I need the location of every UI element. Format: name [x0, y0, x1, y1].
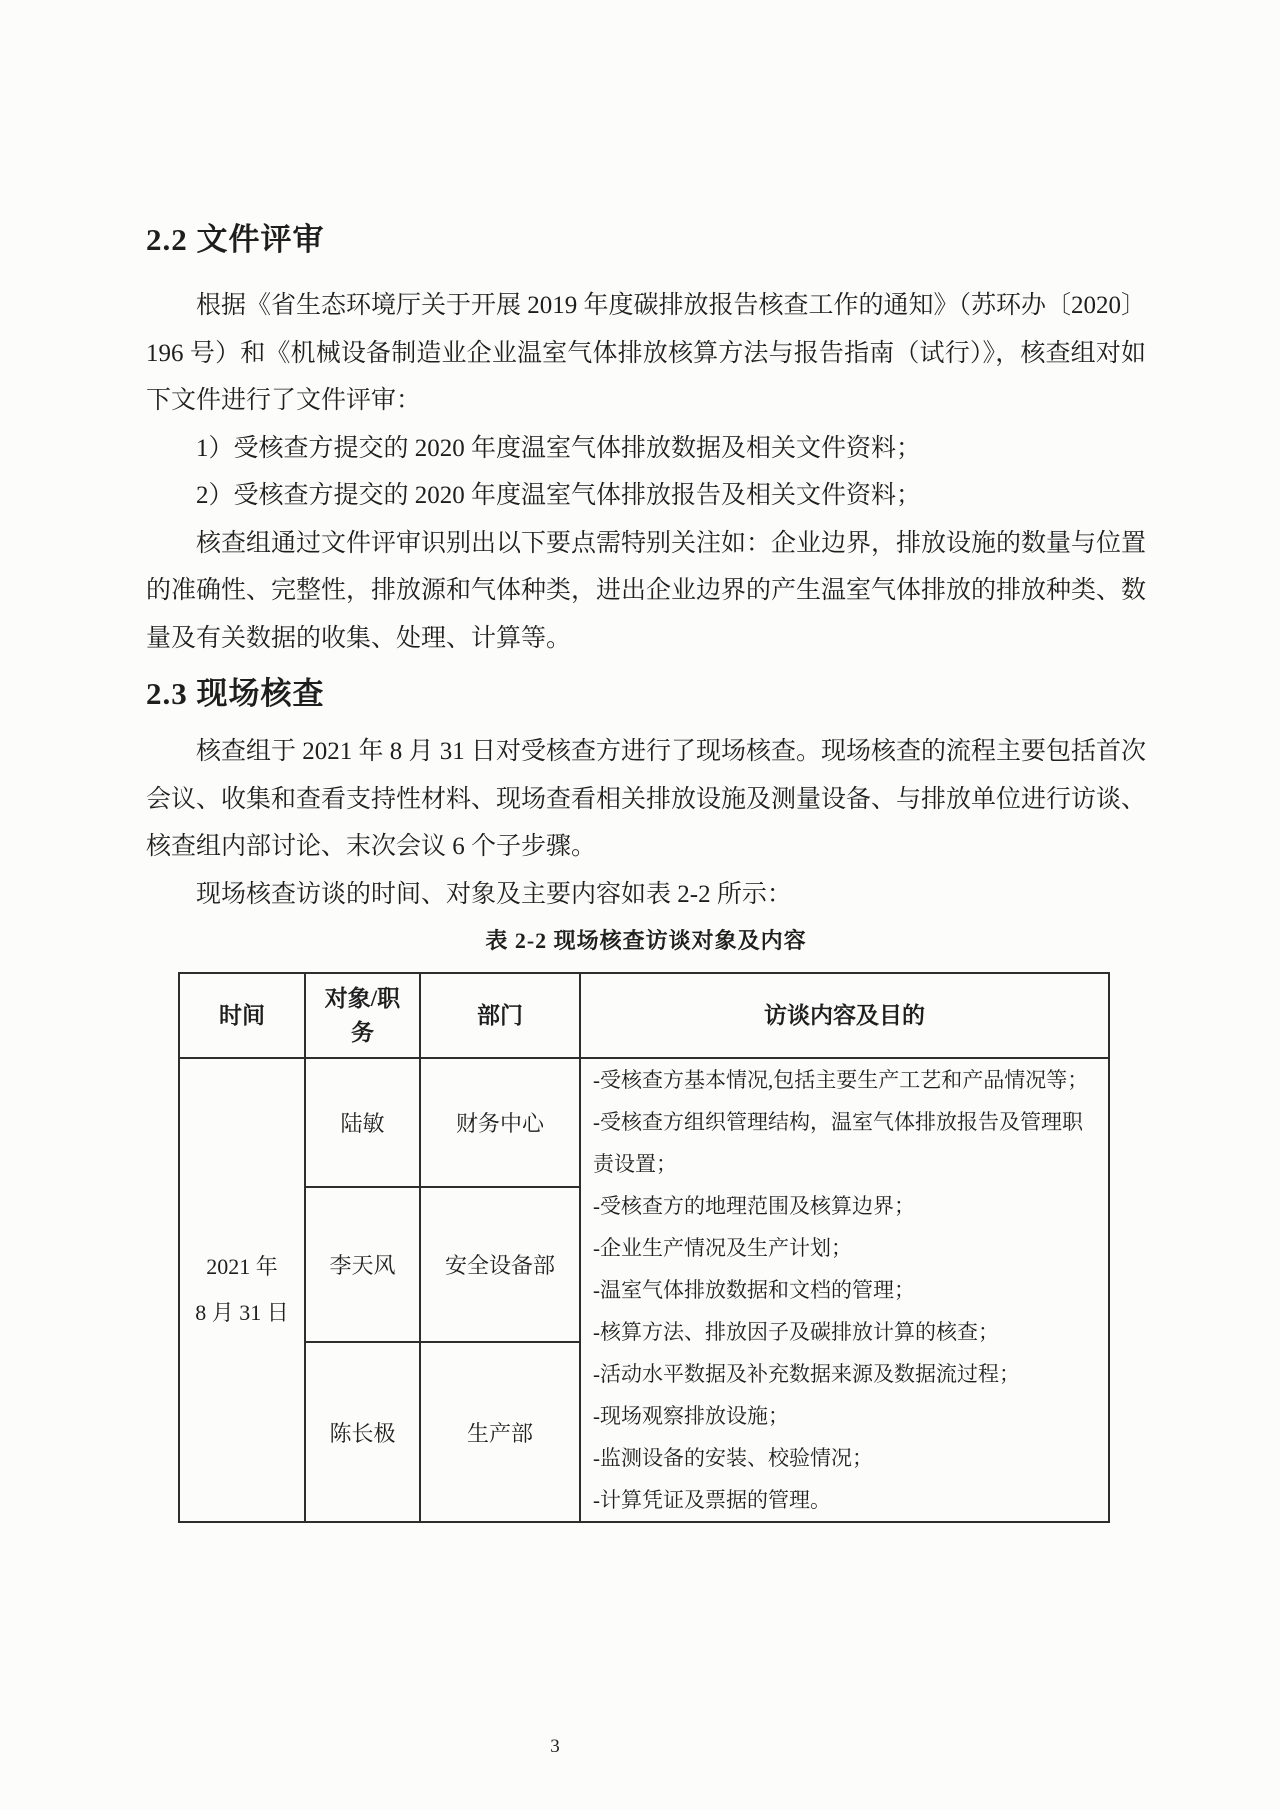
paragraph-review-focus: 核查组通过文件评审识别出以下要点需特别关注如：企业边界，排放设施的数量与位置的准确性、完整性，排放源和气体种类，进出企业边界的产生温室气体排放的排放种类、数量及有关数据的收集、处理、计算等。 [146, 529, 1147, 652]
content-line: -受核查方组织管理结构，温室气体排放报告及管理职责设置； [593, 1110, 1083, 1176]
content-line: -企业生产情况及生产计划； [593, 1236, 852, 1260]
header-time: 时间 [179, 973, 305, 1058]
cell-person: 陈长极 [305, 1342, 420, 1522]
cell-department: 安全设备部 [420, 1187, 580, 1342]
page-number: 3 [550, 1736, 560, 1757]
header-department: 部门 [420, 973, 580, 1058]
section-heading-2-2: 2.2 文件评审 [146, 222, 325, 257]
cell-time [179, 1058, 305, 1522]
table-row [179, 1058, 1109, 1187]
page-content [146, 0, 1146, 1523]
cell-department: 生产部 [420, 1342, 580, 1522]
content-line: -受核查方基本情况,包括主要生产工艺和产品情况等； [593, 1068, 1089, 1092]
section-heading-2-3: 2.3 现场核查 [146, 676, 325, 711]
header-person: 对象/职务 [305, 973, 420, 1058]
table-header-row [179, 973, 1109, 1058]
content-line: -温室气体排放数据和文档的管理； [593, 1278, 915, 1302]
content-line: -现场观察排放设施； [593, 1404, 789, 1428]
cell-person: 陆敏 [305, 1058, 420, 1187]
table-caption: 表 2-2 现场核查访谈对象及内容 [485, 928, 807, 953]
content-line: -计算凭证及票据的管理。 [593, 1488, 831, 1512]
interview-table [178, 972, 1110, 1523]
cell-interview-content [580, 1058, 1109, 1522]
cell-person: 李天风 [305, 1187, 420, 1342]
list-item-emission-report: 2）受核查方提交的 2020 年度温室气体排放报告及相关文件资料； [196, 482, 922, 509]
paragraph-onsite-verification: 核查组于 2021 年 8 月 31 日对受核查方进行了现场核查。现场核查的流程主要包括首次会议、收集和查看支持性材料、现场查看相关排放设施及测量设备、与排放单位进行访谈、核查组内部讨论、末次会议 6 个子步骤。 [146, 738, 1147, 860]
paragraph-table-reference: 现场核查访谈的时间、对象及主要内容如表 2-2 所示： [196, 880, 792, 908]
list-item-emission-data: 1）受核查方提交的 2020 年度温室气体排放数据及相关文件资料； [196, 434, 922, 462]
content-line: -受核查方的地理范围及核算边界； [593, 1194, 915, 1218]
content-line: -监测设备的安装、校验情况； [593, 1446, 873, 1470]
cell-department: 财务中心 [420, 1058, 580, 1187]
header-interview-content: 访谈内容及目的 [580, 973, 1109, 1058]
content-line: -活动水平数据及补充数据来源及数据流过程； [593, 1362, 1020, 1386]
time-line-1: 2021 年 [206, 1254, 278, 1279]
time-line-2: 8 月 31 日 [195, 1300, 289, 1325]
content-line: -核算方法、排放因子及碳排放计算的核查； [593, 1320, 999, 1344]
paragraph-document-review-intro: 根据《省生态环境厅关于开展 2019 年度碳排放报告核查工作的通知》（苏环办〔2020〕196 号）和《机械设备制造业企业温室气体排放核算方法与报告指南（试行）》，核查组对如下文件进行了文件评审： [146, 292, 1147, 414]
